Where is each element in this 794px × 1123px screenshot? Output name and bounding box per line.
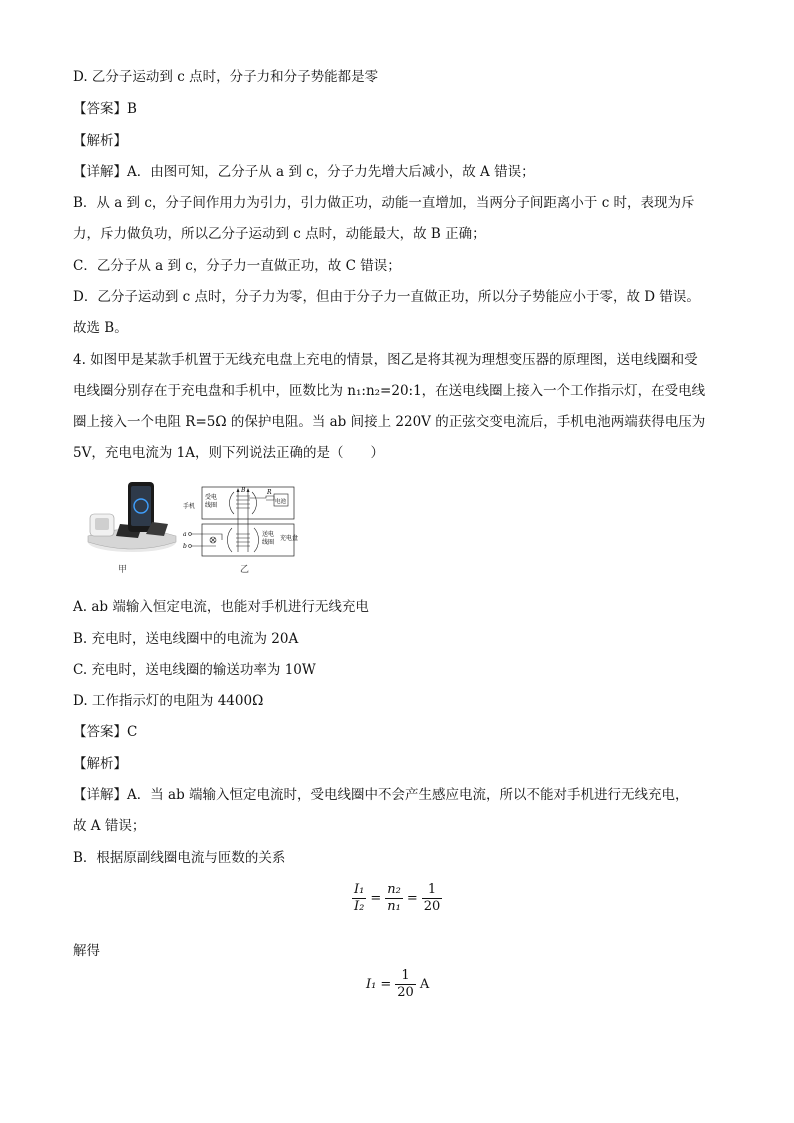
label-phone: 手机: [183, 503, 196, 510]
detail-line: B．从 a 到 c，分子间作用力为引力，引力做正功，动能一直增加，当两分子间距离小于 c 时，表现为斥: [73, 195, 695, 211]
fraction: [395, 968, 416, 1001]
label-magnetic-field: B: [241, 487, 246, 494]
equals-sign: =: [380, 977, 392, 992]
denominator: n₁: [387, 899, 401, 914]
option-b: B. 充电时，送电线圈中的电流为 20A: [73, 631, 299, 647]
option-d: D. 工作指示灯的电阻为 4400Ω: [73, 693, 264, 709]
label-recv-coil: 线圈: [205, 502, 218, 509]
conclusion-line: 故选 B。: [73, 320, 128, 336]
question-line: 5V，充电电流为 1A，则下列说法正确的是（ ）: [73, 445, 384, 461]
detail-line: C．乙分子从 a 到 c，分子力一直做正功，故 C 错误；: [73, 258, 401, 274]
unit: A: [419, 977, 430, 992]
analysis-heading: 【解析】: [73, 756, 127, 772]
option-d-prev: D. 乙分子运动到 c 点时，分子力和分子势能都是零: [73, 69, 379, 85]
fraction: [422, 882, 443, 915]
analysis-heading-prev: 【解析】: [73, 133, 127, 149]
denominator: I₂: [354, 899, 365, 914]
numerator: n₂: [387, 882, 401, 897]
detail-line: 力，斥力做负功，所以乙分子运动到 c 点时，动能最大，故 B 正确；: [73, 226, 486, 242]
label-send-coil: 送电: [262, 531, 275, 538]
question-line: 圈上接入一个电阻 R=5Ω 的保护电阻。当 ab 间接上 220V 的正弦交变电流后，手机电池两端获得电压为: [73, 414, 706, 430]
fraction: [352, 882, 366, 915]
formula-primary-current: [366, 968, 429, 1001]
numerator: I₁: [354, 882, 365, 897]
formula-current-ratio: [352, 882, 442, 915]
label-pad: 充电盘: [280, 535, 299, 542]
label-terminal-a: a: [183, 531, 187, 538]
equals-sign: =: [406, 891, 418, 906]
detail-line: 故 A 错误；: [73, 818, 146, 834]
figure-circuit-diagram: [182, 484, 302, 560]
detail-line: D．乙分子运动到 c 点时，分子力为零，但由于分子力一直做正功，所以分子势能应小于零，故 D 错误。: [73, 289, 700, 305]
detail-line: 【详解】A．当 ab 端输入恒定电流时，受电线圈中不会产生感应电流，所以不能对手机进行无线充电，: [73, 787, 689, 803]
fraction: [385, 882, 403, 915]
label-send-coil: 线圈: [262, 539, 275, 546]
answer: 【答案】C: [73, 724, 138, 740]
question-line: 4. 如图甲是某款手机置于无线充电盘上充电的情景，图乙是将其视为理想变压器的原理图，送电线圈和受: [73, 352, 698, 368]
numerator: 1: [427, 882, 437, 897]
detail-line: B．根据原副线圈电流与匝数的关系: [73, 850, 286, 866]
answer-prev: 【答案】B: [73, 101, 137, 117]
detail-line: 【详解】A．由图可知，乙分子从 a 到 c，分子力先增大后减小，故 A 错误；: [73, 164, 535, 180]
variable: I₁: [366, 977, 377, 992]
label-terminal-b: b: [183, 543, 187, 550]
label-battery: 电池: [275, 499, 287, 505]
equals-sign: =: [370, 891, 382, 906]
figure-caption-left: 甲: [118, 565, 128, 575]
option-c: C. 充电时，送电线圈的输送功率为 10W: [73, 662, 316, 678]
label-recv-coil: 受电: [205, 494, 218, 501]
denominator: 20: [423, 899, 441, 914]
label-resistor: R: [267, 489, 272, 496]
denominator: 20: [397, 985, 414, 1000]
option-a: A. ab 端输入恒定电流，也能对手机进行无线充电: [73, 599, 369, 615]
question-line: 电线圈分别存在于充电盘和手机中，匝数比为 n₁:n₂=20:1，在送电线圈上接入一个工作指示灯，在受电线: [73, 383, 706, 399]
figure-caption-right: 乙: [240, 565, 250, 575]
figure-charger-photo: [80, 478, 180, 560]
solve-label: 解得: [73, 943, 100, 959]
numerator: 1: [401, 968, 410, 983]
